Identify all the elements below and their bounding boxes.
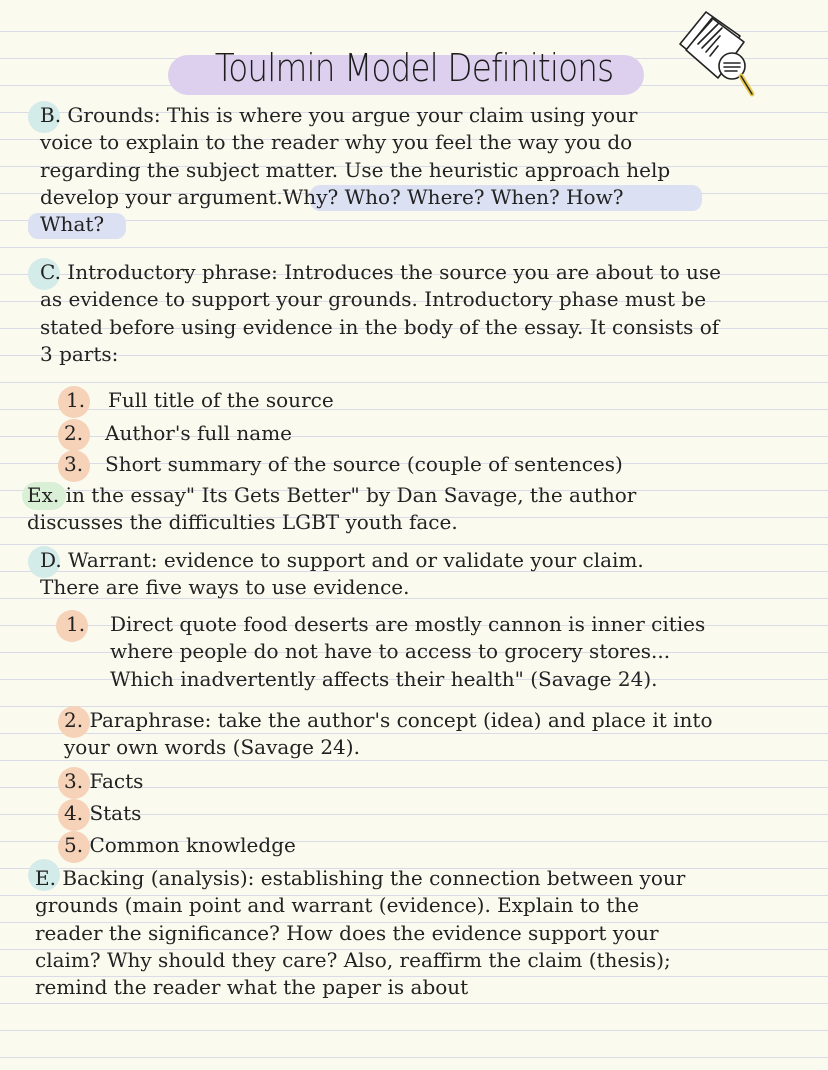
example-line: Ex. in the essay" Its Gets Better" by Dan Savage, the author — [27, 483, 637, 507]
evidence-4-text: 4. Stats — [64, 801, 142, 825]
part-3-number: 3. — [64, 452, 84, 476]
intro-line: stated before using evidence in the body of the essay. It consists of — [40, 314, 720, 339]
evidence-1-line: where people do not have to access to grocery stores... — [110, 639, 671, 664]
evidence-2-text — [64, 707, 713, 762]
part-3-text: Short summary of the source (couple of sentences) — [105, 452, 623, 476]
grounds-line: regarding the subject matter. Use the heuristic approach help — [40, 157, 671, 182]
evidence-1-line: Which inadvertently affects their health" (Savage 24). — [110, 666, 658, 691]
part-1-number: 1. — [66, 388, 86, 412]
evidence-1-number: 1. — [66, 612, 86, 636]
grounds-line: develop your argument.Why? Who? Where? When? How? — [40, 184, 624, 209]
part-2-text: Author's full name — [105, 421, 293, 445]
part-1-text: Full title of the source — [108, 388, 334, 412]
example-text — [27, 482, 636, 537]
evidence-5-text: 5. Common knowledge — [64, 833, 296, 857]
grounds-section — [40, 102, 670, 238]
intro-line: 3 parts: — [40, 341, 119, 366]
warrant-line: D. Warrant: evidence to support and or validate your claim. — [40, 548, 644, 572]
grounds-line: B. Grounds: This is where you argue your claim using your — [40, 103, 638, 127]
evidence-3-text: 3. Facts — [64, 769, 144, 793]
backing-line: E. Backing (analysis): establishing the connection between your — [35, 866, 686, 890]
warrant-line: There are five ways to use evidence. — [40, 575, 410, 600]
part-2-number: 2. — [64, 421, 84, 445]
backing-line: claim? Why should they care? Also, reaffirm the claim (thesis); — [35, 947, 671, 972]
intro-line: as evidence to support your grounds. Introductory phase must be — [40, 287, 707, 312]
backing-line: grounds (main point and warrant (evidence). Explain to the — [35, 893, 639, 918]
intro-line: C. Introductory phrase: Introduces the source you are about to use — [40, 260, 721, 284]
evidence-1-line: Direct quote food deserts are mostly cannon is inner cities — [110, 612, 706, 636]
grounds-line: What? — [40, 212, 105, 237]
warrant-section — [40, 547, 644, 602]
grounds-line: voice to explain to the reader why you feel the way you do — [40, 130, 633, 155]
evidence-2-line: 2. Paraphrase: take the author's concept (idea) and place it into — [64, 708, 713, 732]
evidence-2-line: your own words (Savage 24). — [64, 735, 360, 760]
backing-line: remind the reader what the paper is about — [35, 975, 469, 1000]
example-line: discusses the difficulties LGBT youth face. — [27, 510, 458, 535]
intro-phrase-section — [40, 259, 721, 368]
evidence-1-text — [110, 611, 705, 693]
backing-section — [35, 865, 685, 1001]
backing-line: reader the significance? How does the evidence support your — [35, 920, 659, 945]
document-search-icon — [672, 6, 758, 102]
page-title: Toulmin Model Definitions — [214, 46, 614, 90]
